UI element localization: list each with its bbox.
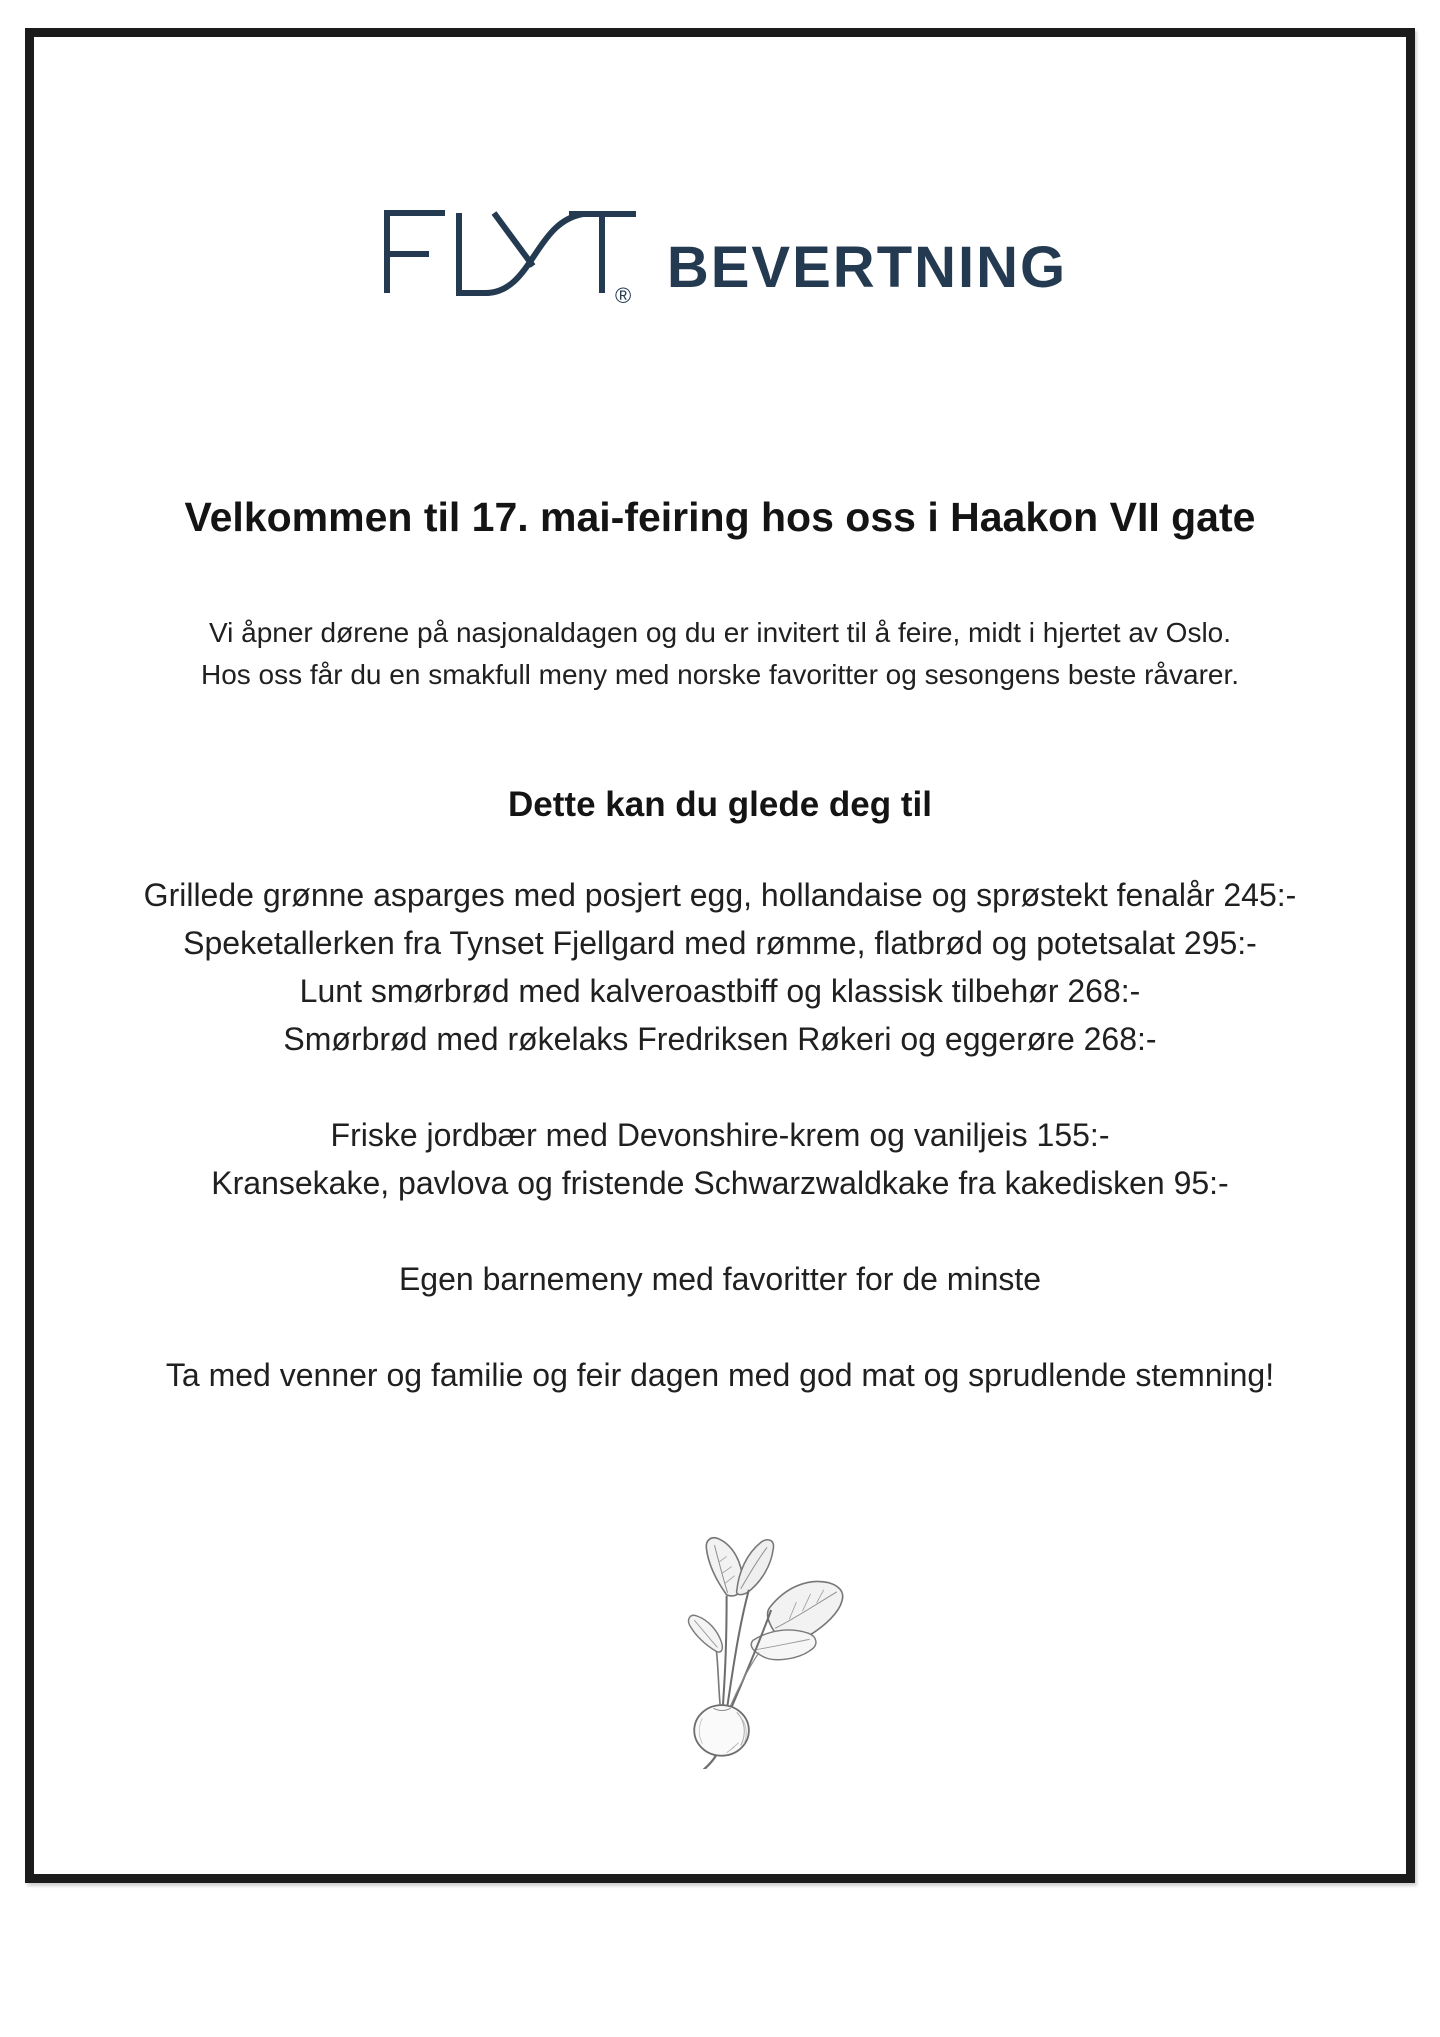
menu-item-kalveroastbiff: Lunt smørbrød med kalveroastbiff og klassisk tilbehør 268:- — [299, 973, 1141, 1009]
intro-line-1: Vi åpner dørene på nasjonaldagen og du er invitert til å feire, midt i hjertet av Oslo. — [208, 617, 1232, 648]
menu-item-asparges: Grillede grønne asparges med posjert egg, hollandaise og sprøstekt fenalår 245:- — [143, 877, 1297, 913]
menu-item-speketallerken: Speketallerken fra Tynset Fjellgard med rømme, flatbrød og potetsalat 295:- — [183, 925, 1257, 961]
menu-item-jordbaer: Friske jordbær med Devonshire-krem og vaniljeis 155:- — [330, 1117, 1110, 1153]
closing-line: Ta med venner og familie og feir dagen med god mat og sprudlende stemning! — [165, 1357, 1275, 1393]
page-title: Velkommen til 17. mai-feiring hos oss i Haakon VII gate — [184, 494, 1256, 540]
menu-mains-list — [144, 871, 1297, 1063]
menu-section-title: Dette kan du glede deg til — [508, 785, 932, 824]
menu-desserts-list — [211, 1111, 1228, 1207]
registered-trademark-symbol: ® — [614, 283, 632, 307]
flyt-logo-icon — [373, 207, 643, 307]
logo-bevertning-text: BEVERTNING — [666, 235, 1068, 300]
menu-item-kransekake: Kransekake, pavlova og fristende Schwarzwaldkake fra kakedisken 95:- — [211, 1165, 1229, 1201]
page-frame-border — [25, 28, 1415, 1883]
menu-item-roekelaks: Smørbrød med røkelaks Fredriksen Røkeri og eggerøre 268:- — [283, 1021, 1157, 1057]
intro-paragraph — [201, 612, 1239, 696]
menu-kids-line: Egen barnemeny med favoritter for de minste — [398, 1261, 1042, 1297]
flyt-bevertning-logo — [373, 207, 1067, 307]
intro-line-2: Hos oss får du en smakfull meny med norske favoritter og sesongens beste råvarer. — [200, 659, 1240, 690]
radish-illustration — [674, 1531, 846, 1769]
